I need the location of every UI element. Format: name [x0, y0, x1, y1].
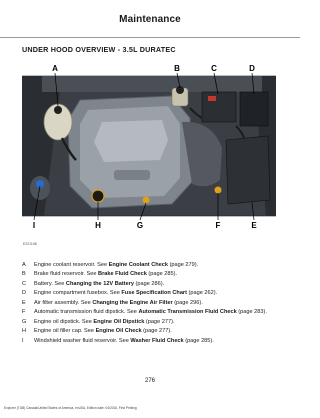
callout-d: D [249, 64, 255, 73]
legend-reference: Engine Oil Dipstick [93, 318, 145, 325]
legend-reference: Changing the 12V Battery [65, 280, 134, 287]
legend-letter: G [22, 318, 27, 325]
legend-letter: A [22, 262, 26, 268]
callout-g: G [136, 221, 144, 230]
page-number: 276 [144, 378, 155, 384]
legend-item: C Battery. See Changing the 12V Battery (page 286). [22, 280, 165, 287]
legend-letter: E [22, 299, 26, 306]
legend-item: F Automatic transmission fluid dipstick. See Automatic Transmission Fluid Check (page 283). [22, 309, 267, 316]
legend-item: G Engine oil dipstick. See Engine Oil Dipstick (page 277). [22, 318, 175, 325]
callout-h: H [95, 221, 101, 230]
callout-f: F [215, 221, 221, 230]
legend-reference: Washer Fluid Check [130, 337, 184, 344]
page-footer: Explorer (TUB) Canada/United States of America, enUSA, Edition date: 04/2016, First Printing [4, 406, 137, 410]
callout-b: B [174, 64, 180, 73]
under-hood-illustration [22, 62, 276, 250]
legend-item: B Brake fluid reservoir. See Brake Fluid Check (page 285). [22, 271, 178, 278]
legend-item: E Air filter assembly. See Changing the Engine Air Filter (page 296). [22, 299, 203, 306]
legend-item: A Engine coolant reservoir. See Engine Coolant Check (page 279). [22, 262, 199, 268]
legend-letter: C [22, 280, 27, 287]
legend-item: I Windshield washer fluid reservoir. See Washer Fluid Check (page 285). [22, 337, 214, 344]
legend-reference: Engine Coolant Check [108, 262, 169, 268]
legend-item: D Engine compartment fusebox. See Fuse Specification Chart (page 262). [22, 290, 218, 297]
callout-e: E [251, 221, 257, 230]
legend-reference: Engine Oil Check [95, 328, 142, 335]
callout-i: I [32, 221, 36, 230]
figure-id: E221198 [23, 242, 37, 246]
legend-letter: I [22, 337, 24, 344]
legend-reference: Automatic Transmission Fluid Check [138, 309, 237, 316]
legend-letter: B [22, 271, 26, 278]
legend-reference: Changing the Engine Air Filter [92, 299, 173, 306]
callout-c: C [211, 64, 217, 73]
header-title: Maintenance [119, 14, 181, 25]
callout-legend [22, 262, 284, 347]
legend-item: H Engine oil filler cap. See Engine Oil Check (page 277). [22, 328, 172, 335]
engine-bay-photo [22, 76, 276, 216]
legend-reference: Brake Fluid Check [98, 271, 147, 278]
legend-reference: Fuse Specification Chart [121, 290, 187, 297]
callout-a: A [52, 64, 58, 73]
legend-letter: F [22, 309, 26, 316]
page-header [0, 0, 300, 38]
section-title: UNDER HOOD OVERVIEW - 3.5L DURATEC [22, 45, 176, 54]
engine-bay-drawing [22, 62, 276, 250]
legend-letter: D [22, 290, 27, 297]
legend-letter: H [22, 328, 27, 335]
